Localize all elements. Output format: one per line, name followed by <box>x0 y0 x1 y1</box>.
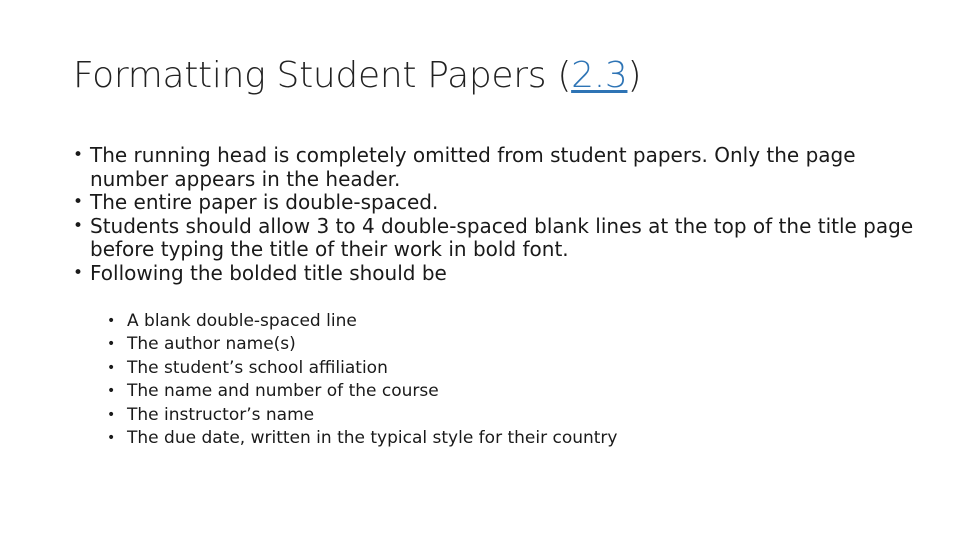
bullet-icon: • <box>107 359 116 376</box>
sub-bullet-item <box>107 380 807 403</box>
bullet-text: The entire paper is double-spaced. <box>90 190 439 214</box>
bullet-icon: • <box>107 383 116 400</box>
sub-bullet-text: A blank double-spaced line <box>127 311 357 331</box>
sub-bullet-item <box>107 310 807 333</box>
sub-bullet-list <box>107 310 807 450</box>
sub-bullet-text: The name and number of the course <box>127 381 439 402</box>
sub-bullet-item <box>107 333 807 356</box>
title-text: Formatting Student Papers ( <box>73 55 572 96</box>
bullet-item <box>73 191 933 215</box>
bullet-icon: • <box>107 430 116 447</box>
section-link[interactable]: 2.3 <box>571 55 628 96</box>
bullet-text: Students should allow 3 to 4 double-spaced blank lines at the top of the title page before typing the title of their work in bold font. <box>90 213 914 261</box>
title-close-paren: ) <box>627 55 642 96</box>
bullet-icon: • <box>73 215 84 236</box>
bullet-icon: • <box>73 262 84 283</box>
bullet-item <box>73 262 933 286</box>
sub-bullet-text: The author name(s) <box>127 334 296 355</box>
bullet-icon: • <box>73 145 84 165</box>
bullet-item <box>73 215 933 262</box>
bullet-list <box>73 144 933 285</box>
sub-bullet-item <box>107 404 807 427</box>
bullet-icon: • <box>107 313 116 329</box>
slide-title <box>73 54 641 97</box>
bullet-icon: • <box>107 406 116 423</box>
bullet-icon: • <box>107 336 116 353</box>
sub-bullet-text: The instructor’s name <box>127 404 315 425</box>
sub-bullet-item <box>107 427 807 450</box>
bullet-icon: • <box>73 192 84 212</box>
bullet-item <box>73 144 933 191</box>
bullet-text: The running head is completely omitted from student papers. Only the page number appears in the header. <box>90 143 856 191</box>
sub-bullet-item <box>107 357 807 380</box>
sub-bullet-text: The student’s school affiliation <box>127 357 388 378</box>
bullet-text: Following the bolded title should be <box>90 260 447 285</box>
sub-bullet-text: The due date, written in the typical style for their country <box>127 428 618 449</box>
